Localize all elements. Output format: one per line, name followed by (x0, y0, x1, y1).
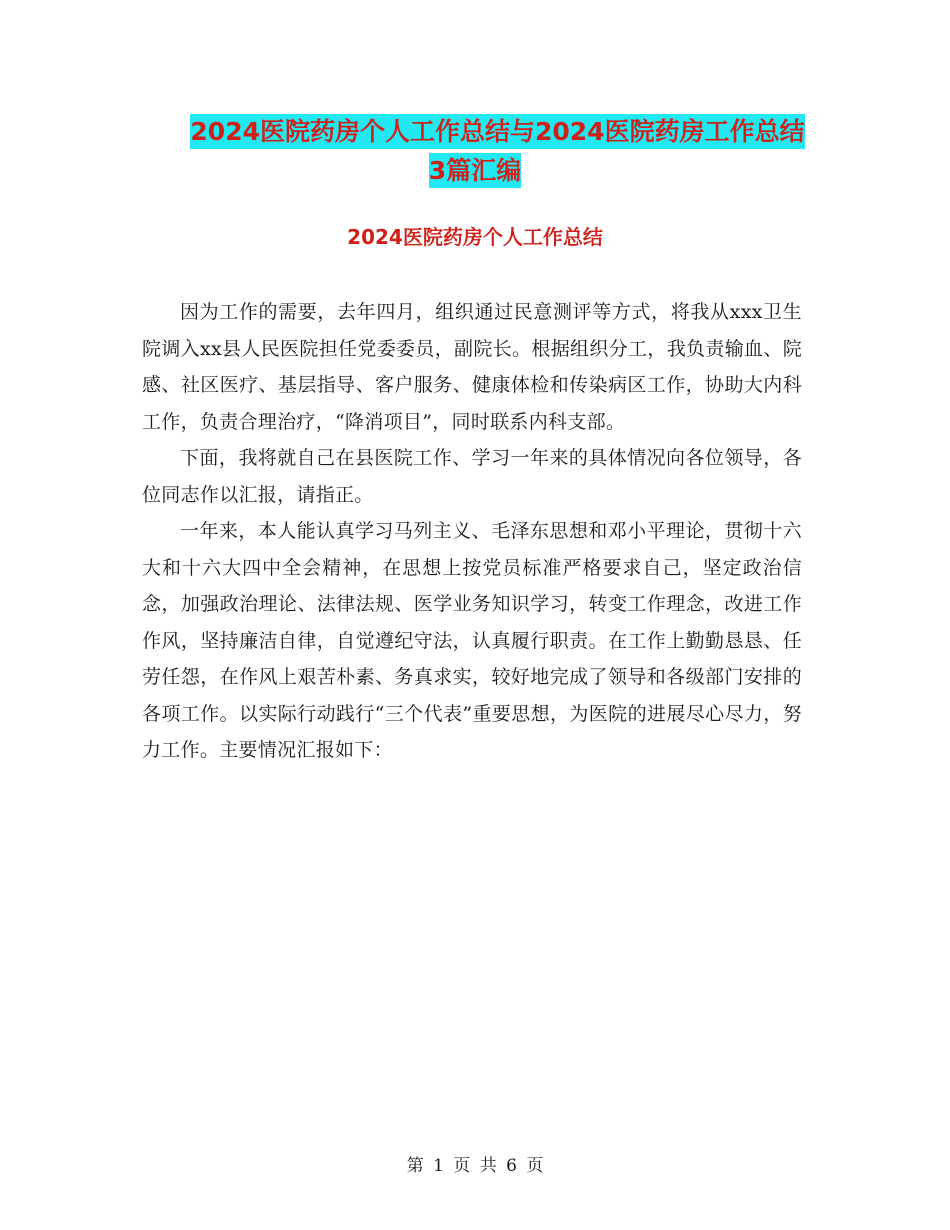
document-body (142, 294, 802, 769)
paragraph: 因为工作的需要，去年四月，组织通过民意测评等方式，将我从xxx卫生院调入xx县人民医院担任党委委员，副院长。根据组织分工，我负责输血、院感、社区医疗、基层指导、客户服务、健康体检和传染病区工作，协助大内科工作，负责合理治疗，“降消项目”，同时联系内科支部。 (142, 301, 802, 433)
page-footer: 第 1 页 共 6 页 (406, 1156, 544, 1176)
title-line-2: 3篇汇编 (429, 153, 521, 188)
section-title: 2024医院药房个人工作总结 (347, 225, 603, 249)
paragraph: 一年来，本人能认真学习马列主义、毛泽东思想和邓小平理论，贯彻十六大和十六大四中全会精神，在思想上按党员标准严格要求自己，坚定政治信念，加强政治理论、法律法规、医学业务知识学习，转变工作理念，改进工作作风，坚持廉洁自律，自觉遵纪守法，认真履行职责。在工作上勤勤恳恳、任劳任怨，在作风上艰苦朴素、务真求实，较好地完成了领导和各级部门安排的各项工作。以实际行动践行“三个代表”重要思想，为医院的进展尽心尽力，努力工作。主要情况汇报如下： (142, 520, 802, 761)
title-line-1: 2024医院药房个人工作总结与2024医院药房工作总结 (190, 114, 804, 149)
paragraph: 下面，我将就自己在县医院工作、学习一年来的具体情况向各位领导，各位同志作以汇报，请指正。 (142, 447, 802, 506)
document-title (0, 112, 950, 190)
